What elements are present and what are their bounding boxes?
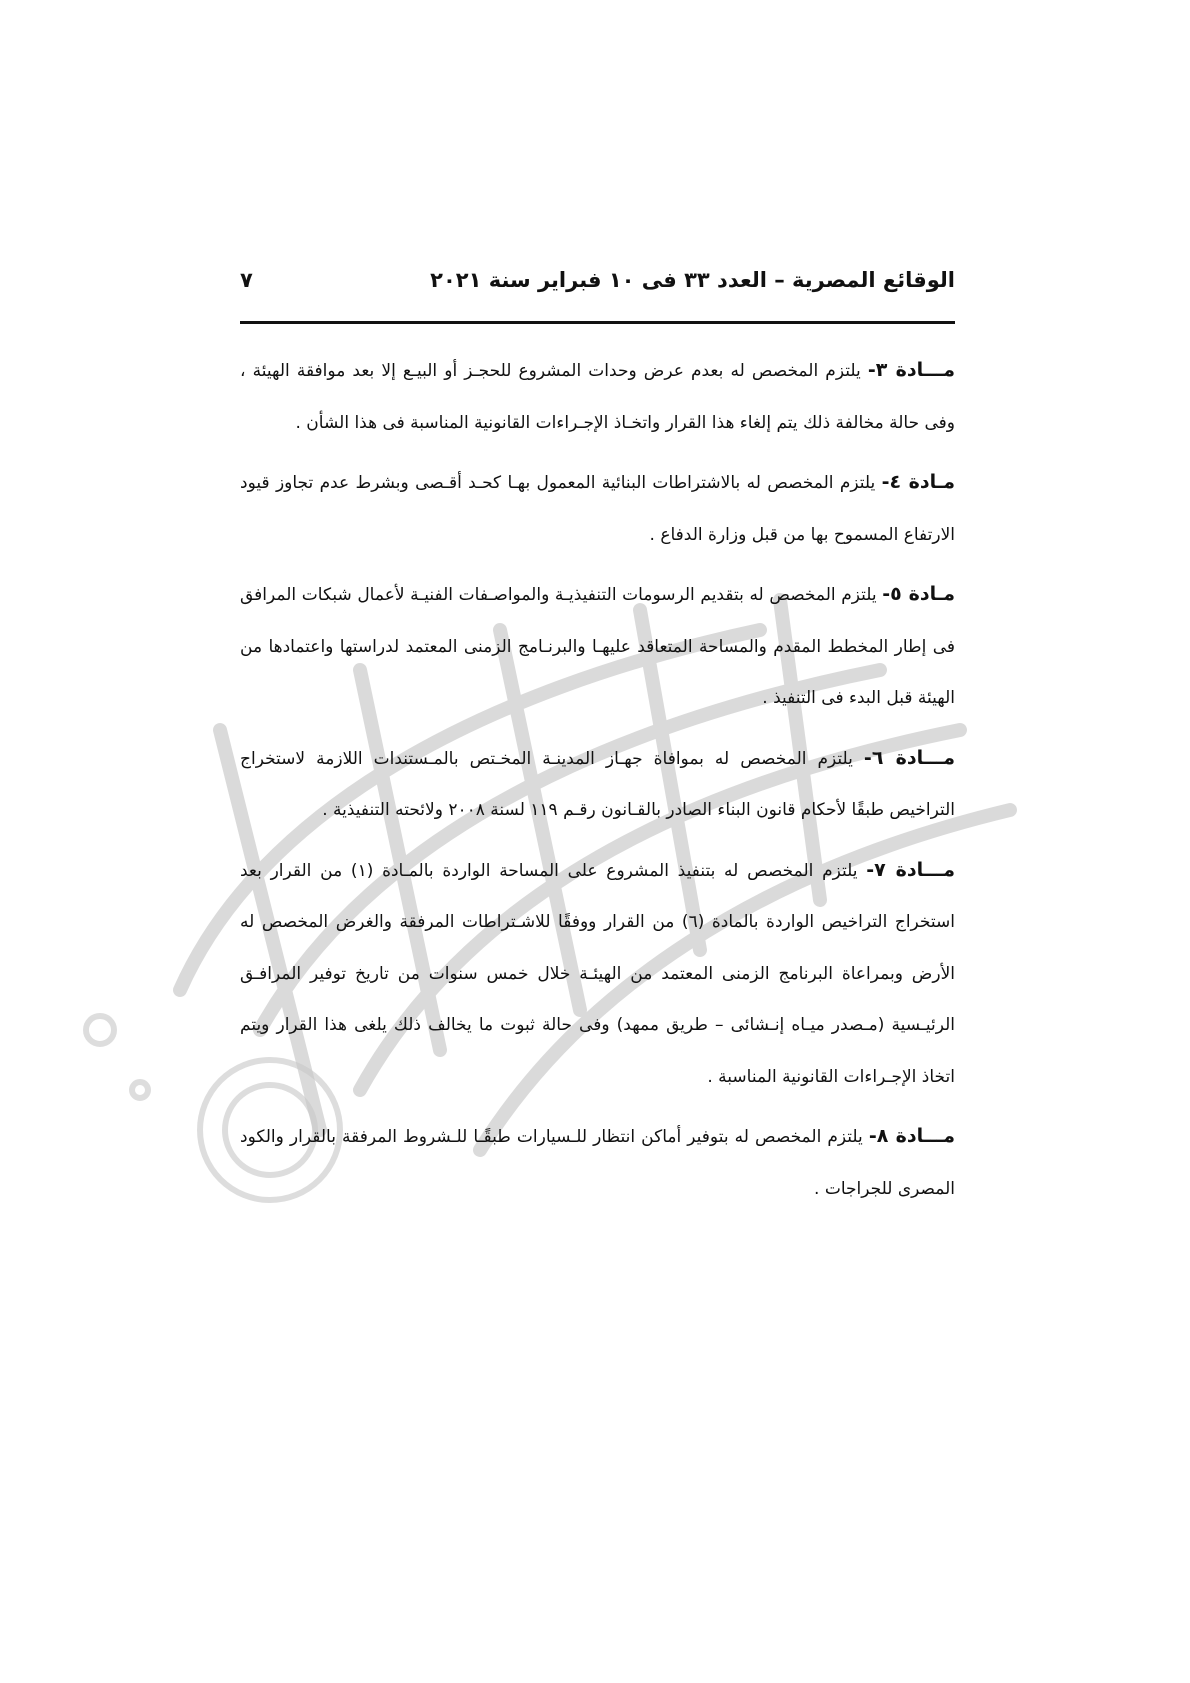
article-5 [240,569,955,725]
article-text: يلتزم المخصص له بتقديم الرسومات التنفيذيـة والمواصـفات الفنيـة لأعمال شبكات المرافق فى إطار المخطط المقدم والمساحة المتعاقد عليهـا والبرنـامج الزمنى المعتمد لدراستها واعتمادها من الهيئة قبل البدء فى التنفيذ . [240,585,955,708]
article-8 [240,1111,955,1215]
document-body [240,345,955,1223]
article-label: مـــادة ٨- [868,1125,956,1147]
header-divider [240,321,955,324]
article-label: مـادة ٤- [881,471,955,493]
page-number: ٧ [240,268,253,292]
article-label: مـادة ٥- [882,583,955,605]
article-label: مـــادة ٣- [867,359,955,381]
article-4 [240,457,955,561]
article-text: يلتزم المخصص له بموافاة جهـاز المدينـة المخـتص بالمـستندات اللازمة لاستخراج التراخيص طبقًا لأحكام قانون البناء الصادر بالقـانون رقـم ١١٩ لسنة ٢٠٠٨ ولائحته التنفيذية . [240,748,955,820]
article-text: يلتزم المخصص له بتوفير أماكن انتظار للـسيارات طبقًـا للـشروط المرفقة بالقرار والكود المصرى للجراجات . [240,1127,955,1199]
article-text: يلتزم المخصص له بعدم عرض وحدات المشروع للحجـز أو البيـع إلا بعد موافقة الهيئة ، وفى حالة مخالفة ذلك يتم إلغاء هذا القرار واتخـاذ الإجـراءات القانونية المناسبة فى هذا الشأن . [240,361,955,433]
article-3 [240,345,955,449]
gazette-header-title: الوقائع المصرية – العدد ٣٣ فى ١٠ فبراير سنة ٢٠٢١ [430,268,955,292]
article-label: مـــادة ٧- [866,858,956,881]
article-label: مـــادة ٦- [863,746,955,769]
article-6 [240,733,955,837]
article-text: يلتزم المخصص له بتنفيذ المشروع على المساحة الواردة بالمـادة (١) من القرار بعد استخراج التراخيص الواردة بالمادة (٦) من القرار ووفقًا للاشـتراطات المرفقة والغرض المخصص له الأرض وبمراعاة البرنامج الزمنى المعتمد من الهيئـة خلال خمس سنوات من تاريخ توفير المرافـق الرئيـسية (مـصدر ميـاه إنـشائى – طريق ممهد) وفى حالة ثبوت ما يخالف ذلك يلغى هذا القرار ويتم اتخاذ الإجـراءات القانونية المناسبة . [240,860,955,1087]
article-text: يلتزم المخصص له بالاشتراطات البنائية المعمول بهـا كحـد أقـصى وبشرط عدم تجاوز قيود الارتفاع المسموح بها من قبل وزارة الدفاع . [240,473,955,545]
article-7 [240,845,955,1104]
page-header [240,268,955,314]
